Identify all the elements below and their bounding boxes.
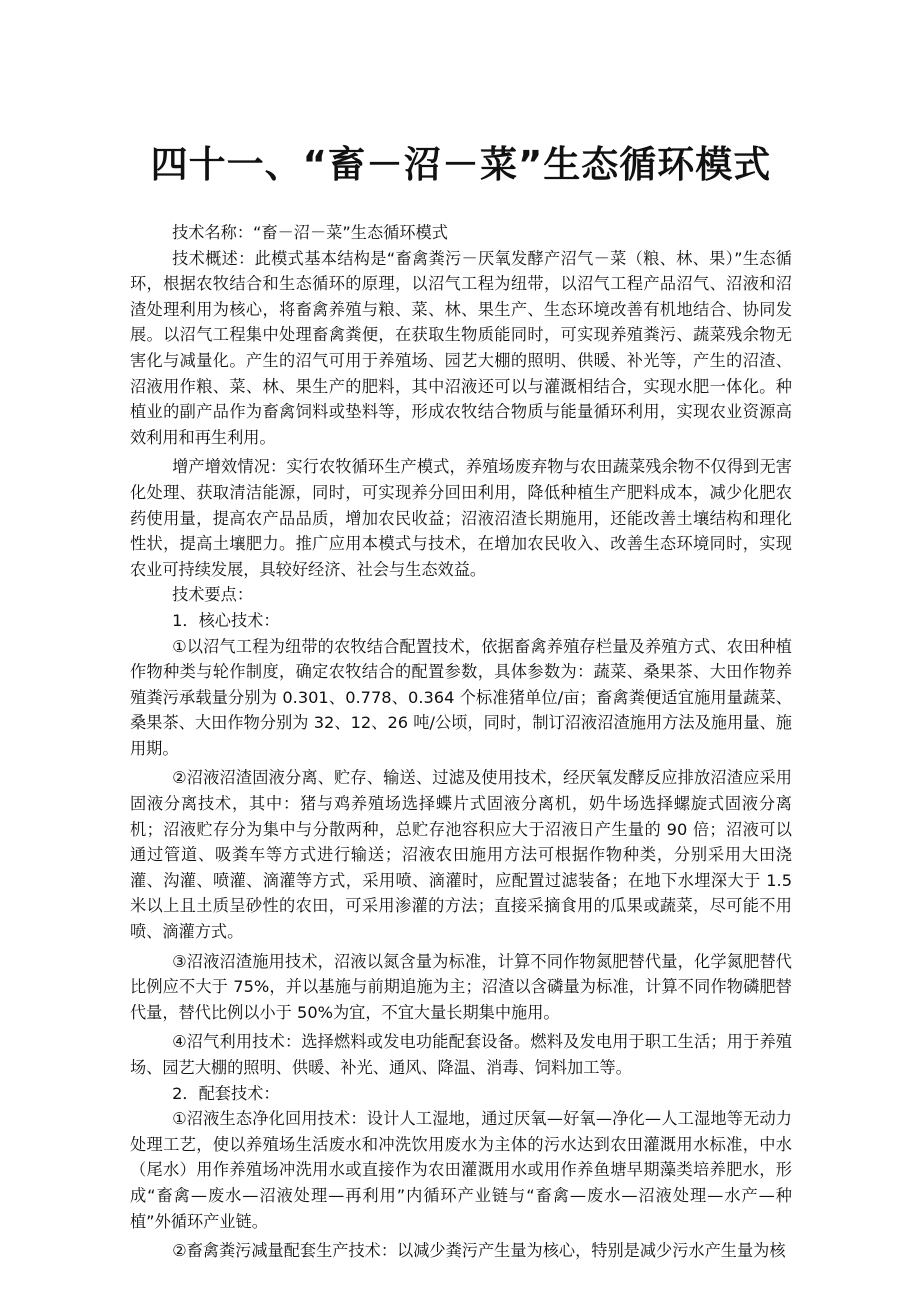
paragraph-overview: 技术概述：此模式基本结构是“畜禽粪污－厌氧发酵产沼气－菜（粮、林、果）”生态循环，根据农牧结合和生态循环的原理，以沼气工程为纽带，以沼气工程产品沼气、沼液和沼渣处理利用为核心，将畜禽养殖与粮、菜、林、果生产、生态环境改善有机地结合、协同发展。以沼气工程集中处理畜禽粪便，在获取生物质能同时，可实现养殖粪污、蔬菜残余物无害化与减量化。产生的沼气可用于养殖场、园艺大棚的照明、供暖、补光等，产生的沼渣、沼液用作粮、菜、林、果生产的肥料，其中沼液还可以与灌溉相结合，实现水肥一体化。种植业的副产品作为畜禽饲料或垫料等，形成农牧结合物质与能量循环利用，实现农业资源高效利用和再生利用。	[130, 248, 792, 447]
paragraph-key-points-heading: 技术要点：	[172, 585, 254, 605]
paragraph-core-1: ①以沼气工程为纽带的农牧结合配置技术，依据畜禽养殖存栏量及养殖方式、农田种植作物种类与轮作制度，确定农牧结合的配置参数，具体参数为：蔬菜、桑果茶、大田作物养殖粪污承载量分别为 0.301、0.778、0.364 个标准猪单位/亩；畜禽粪便适宜施用量蔬菜、桑果茶、大田作物分别为 32、12、26 吨/公顷，同时，制订沼液沼渣施用方法及施用量、施用期。	[130, 636, 792, 758]
section-heading-supporting: 2．配套技术：	[172, 1083, 280, 1103]
document-body	[130, 220, 792, 1264]
paragraph-core-4: ④沼气利用技术：选择燃料或发电功能配套设备。燃料及发电用于职工生活；用于养殖场、园艺大棚的照明、供暖、补光、通风、降温、消毒、饲料加工等。	[130, 1032, 792, 1077]
paragraph-support-2: ②畜禽粪污减量配套生产技术：以减少粪污产生量为核心，特别是减少污水产生量为核	[172, 1241, 786, 1261]
paragraph-benefits: 增产增效情况：实行农牧循环生产模式，养殖场废弃物与农田蔬菜残余物不仅得到无害化处理、获取清洁能源，同时，可实现养分回田利用，降低种植生产肥料成本，减少化肥农药使用量，提高农产品品质，增加农民收益；沼液沼渣长期施用，还能改善土壤结构和理化性状，提高土壤肥力。推广应用本模式与技术，在增加农民收入、改善生态环境同时，实现农业可持续发展，具较好经济、社会与生态效益。	[130, 457, 792, 579]
paragraph-support-1: ①沼液生态净化回用技术：设计人工湿地，通过厌氧—好氧—净化—人工湿地等无动力处理工艺，使以养殖场生活废水和冲洗饮用废水为主体的污水达到农田灌溉用水标准，中水（尾水）用作养殖场冲洗用水或直接作为农田灌溉用水或用作养鱼塘早期藻类培养肥水，形成“畜禽—废水—沼液处理—再利用”内循环产业链与“畜禽—废水—沼液处理—水产—种植”外循环产业链。	[130, 1109, 792, 1231]
document-title: 四十一、“畜－沼－菜”生态循环模式	[150, 143, 772, 186]
paragraph-tech-name: 技术名称：“畜－沼－菜”生态循环模式	[172, 223, 448, 242]
paragraph-core-2: ②沼液沼渣固液分离、贮存、输送、过滤及使用技术，经厌氧发酵反应排放沼渣应采用固液分离技术，其中：猪与鸡养殖场选择蝶片式固液分离机，奶牛场选择螺旋式固液分离机；沼液贮存分为集中与分散两种，总贮存池容积应大于沼液日产生量的 90 倍；沼液可以通过管道、吸粪车等方式进行输送；沼液农田施用方法可根据作物种类，分别采用大田浇灌、沟灌、喷灌、滴灌等方式，采用喷、滴灌时，应配置过滤装备；在地下水埋深大于 1.5 米以上且土质呈砂性的农田，可采用渗灌的方法；直接采摘食用的瓜果或蔬菜，尽可能不用喷、滴灌方式。	[130, 768, 792, 942]
paragraph-core-3: ③沼液沼渣施用技术，沼液以氮含量为标准，计算不同作物氮肥替代量，化学氮肥替代比例应不大于 75%，并以基施与前期追施为主；沼渣以含磷量为标准，计算不同作物磷肥替代量，替代比例以小于 50%为宜，不宜大量长期集中施用。	[130, 951, 792, 1022]
section-heading-core: 1．核心技术：	[172, 610, 280, 630]
